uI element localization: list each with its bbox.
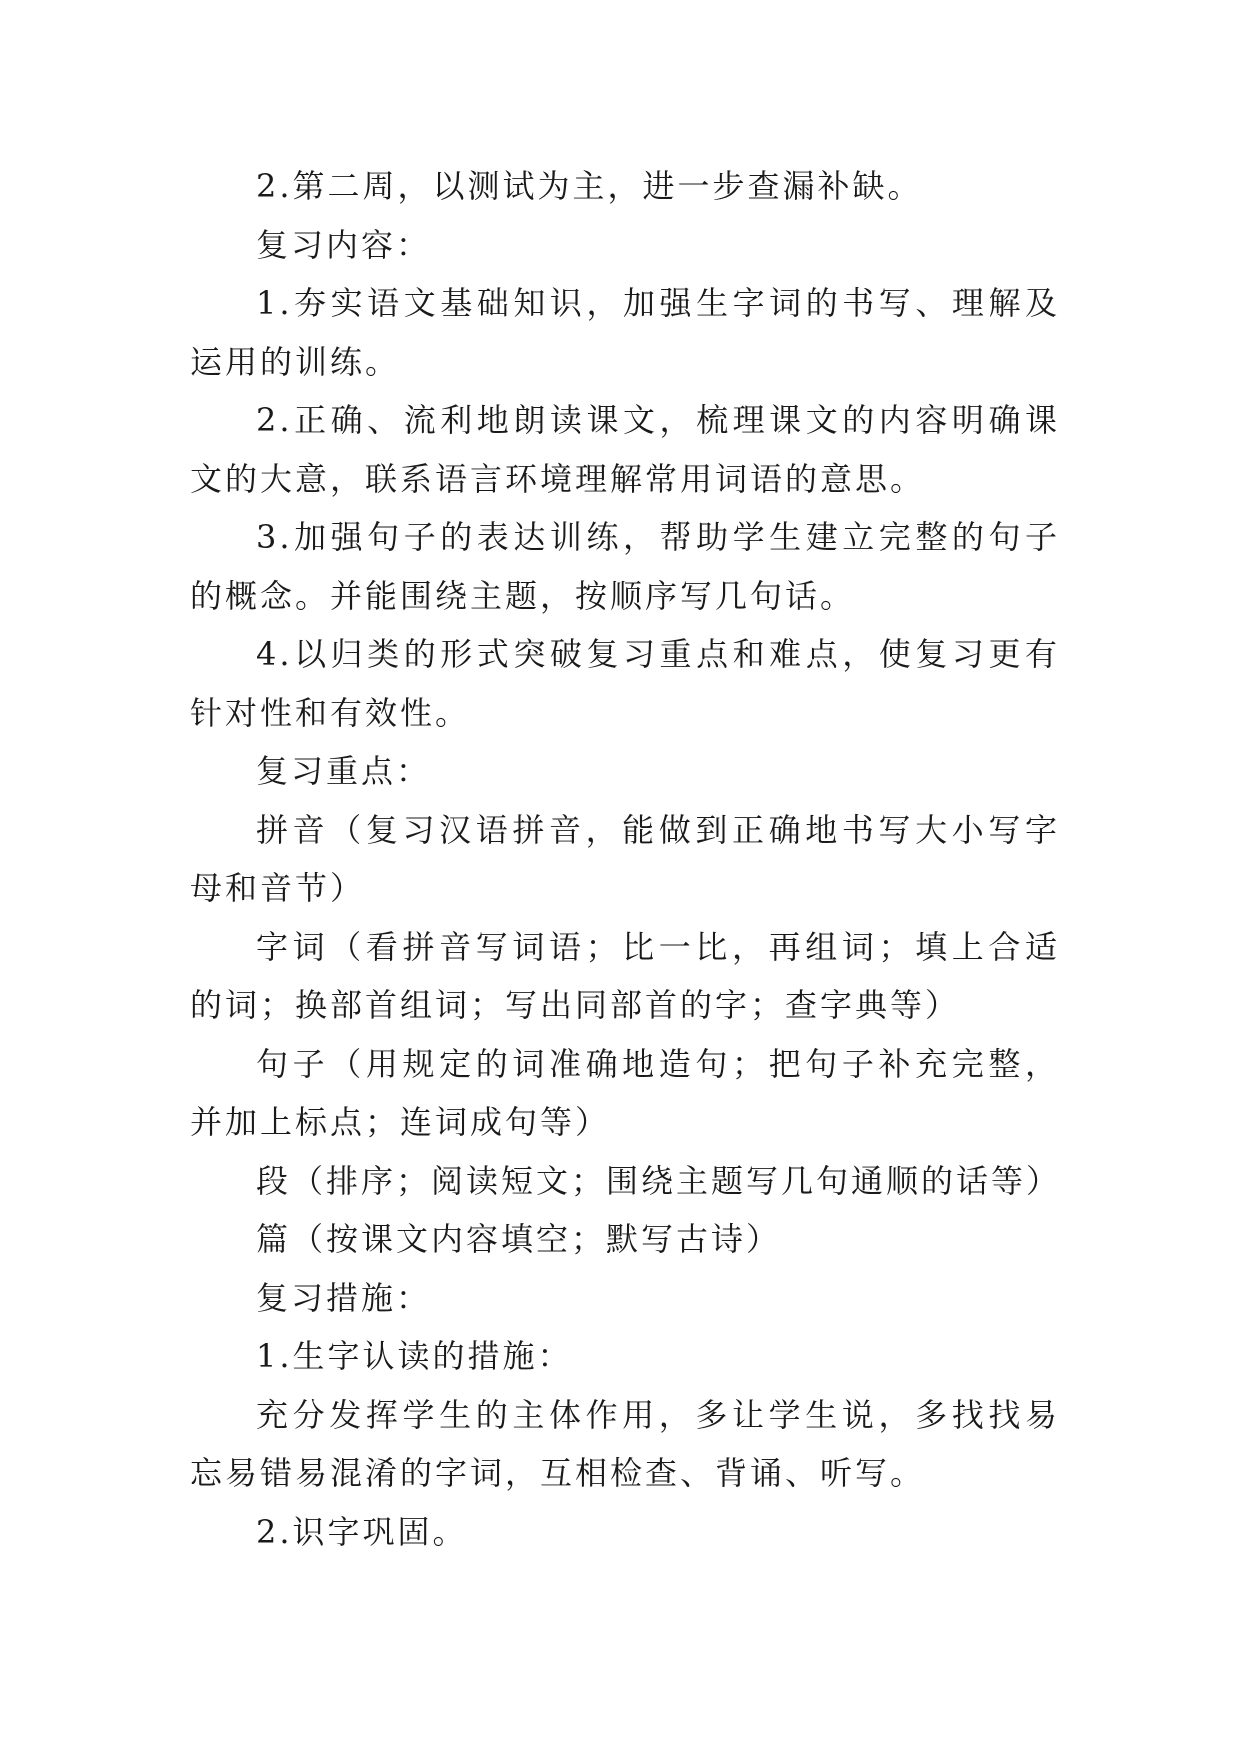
heading-review-focus: 复习重点： [256, 752, 432, 790]
paragraph-content-4: 4.以归类的形式突破复习重点和难点，使复习更有针对性和有效性。 [190, 635, 1060, 732]
paragraph-measure-2-title: 2.识字巩固。 [256, 1512, 468, 1551]
heading-review-content: 复习内容： [256, 225, 432, 264]
paragraph-focus-texts: 篇（按课文内容填空；默写古诗） [256, 1220, 782, 1258]
paragraph-focus-pinyin: 拼音（复习汉语拼音，能做到正确地书写大小写字母和音节） [190, 810, 1060, 907]
paragraph-focus-sentences: 句子（用规定的词准确地造句；把句子补充完整，并加上标点；连词成句等） [190, 1044, 1060, 1141]
paragraph-focus-words: 字词（看拼音写词语；比一比，再组词；填上合适的词；换部首组词；写出同部首的字；查字典等） [190, 927, 1060, 1024]
paragraph-week-two: 2.第二周，以测试为主，进一步查漏补缺。 [256, 167, 923, 205]
heading-review-measures: 复习措施： [256, 1278, 432, 1317]
paragraph-focus-sections: 段（排序；阅读短文；围绕主题写几句通顺的话等） [256, 1161, 1062, 1200]
document-body [190, 157, 1060, 1561]
paragraph-content-1: 1.夯实语文基础知识，加强生字词的书写、理解及运用的训练。 [190, 284, 1060, 381]
paragraph-measure-1-body: 充分发挥学生的主体作用，多让学生说，多找找易忘易错易混淆的字词，互相检查、背诵、听写。 [190, 1395, 1060, 1492]
paragraph-content-3: 3.加强句子的表达训练，帮助学生建立完整的句子的概念。并能围绕主题，按顺序写几句话。 [190, 518, 1060, 615]
paragraph-content-2: 2.正确、流利地朗读课文，梳理课文的内容明确课文的大意，联系语言环境理解常用词语的意思。 [190, 401, 1060, 498]
paragraph-measure-1-title: 1.生字认读的措施： [256, 1337, 573, 1375]
